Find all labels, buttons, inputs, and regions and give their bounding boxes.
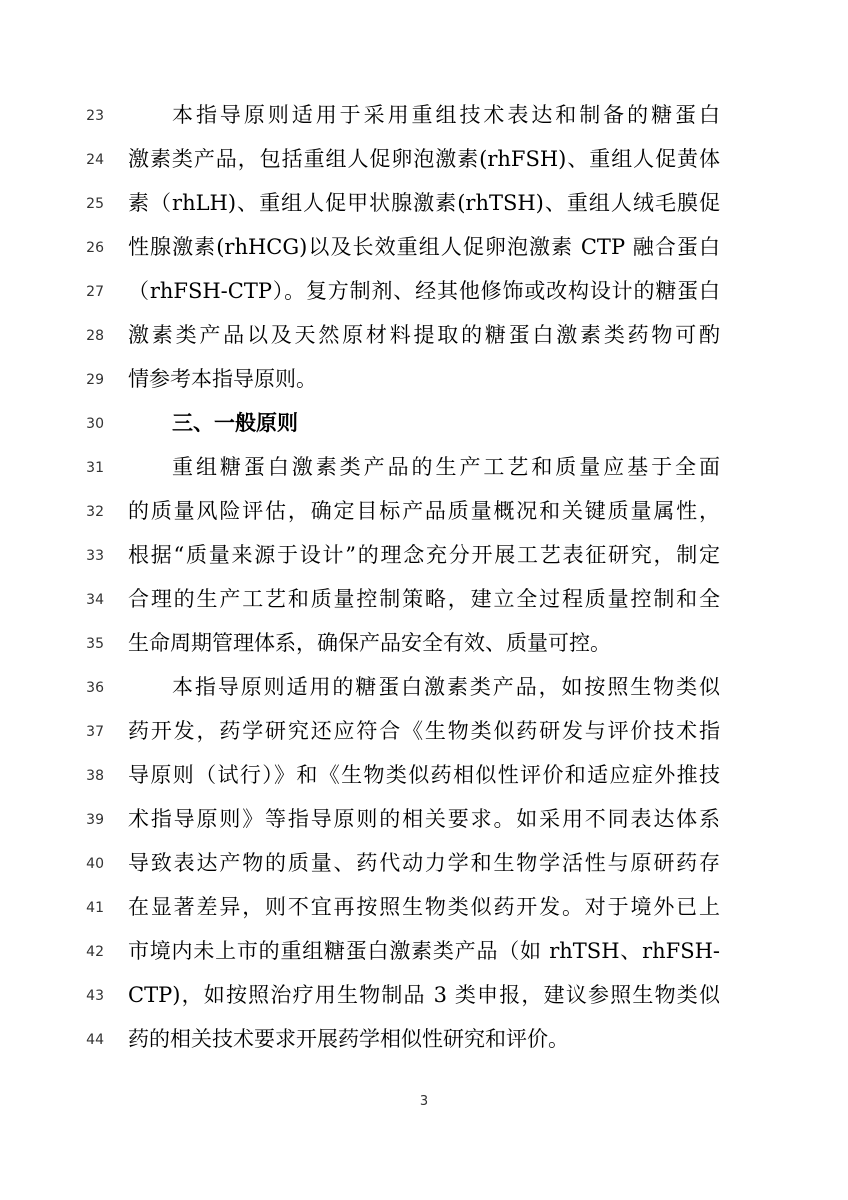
line-text: 生命周期管理体系，确保产品安全有效、质量可控。 bbox=[128, 631, 611, 655]
line-number: 31 bbox=[86, 460, 104, 476]
line-number: 43 bbox=[86, 988, 104, 1004]
text-line-37 bbox=[0, 712, 848, 756]
text-line-36 bbox=[0, 668, 848, 712]
line-text: 本指导原则适用的糖蛋白激素类产品，如按照生物类似 bbox=[172, 675, 720, 699]
line-number: 33 bbox=[86, 548, 104, 564]
line-text: 术指导原则》等指导原则的相关要求。如采用不同表达体系 bbox=[128, 807, 720, 831]
line-text: 合理的生产工艺和质量控制策略，建立全过程质量控制和全 bbox=[128, 587, 720, 611]
text-line-29 bbox=[0, 360, 848, 404]
line-number: 30 bbox=[86, 416, 104, 432]
line-number: 37 bbox=[86, 724, 104, 740]
text-line-26 bbox=[0, 228, 848, 272]
line-text: 重组糖蛋白激素类产品的生产工艺和质量应基于全面 bbox=[172, 455, 720, 479]
text-line-23 bbox=[0, 96, 848, 140]
text-line-24 bbox=[0, 140, 848, 184]
text-line-32 bbox=[0, 492, 848, 536]
line-text: 导原则（试行）》和《生物类似药相似性评价和适应症外推技 bbox=[128, 763, 720, 787]
text-line-33 bbox=[0, 536, 848, 580]
line-number: 24 bbox=[86, 152, 104, 168]
line-text: 根据“质量来源于设计”的理念充分开展工艺表征研究，制定 bbox=[128, 543, 720, 567]
text-line-42 bbox=[0, 932, 848, 976]
line-text: 导致表达产物的质量、药代动力学和生物学活性与原研药存 bbox=[128, 851, 720, 875]
line-text: CTP)，如按照治疗用生物制品 3 类申报，建议参照生物类似 bbox=[128, 983, 720, 1007]
line-number: 38 bbox=[86, 768, 104, 784]
line-text: 在显著差异，则不宜再按照生物类似药开发。对于境外已上 bbox=[128, 895, 720, 919]
line-number: 32 bbox=[86, 504, 104, 520]
text-line-25 bbox=[0, 184, 848, 228]
line-number: 29 bbox=[86, 372, 104, 388]
text-line-31 bbox=[0, 448, 848, 492]
line-number: 27 bbox=[86, 284, 104, 300]
text-line-35 bbox=[0, 624, 848, 668]
text-line-39 bbox=[0, 800, 848, 844]
line-number: 36 bbox=[86, 680, 104, 696]
line-number: 44 bbox=[86, 1032, 104, 1048]
line-text: 情参考本指导原则。 bbox=[128, 367, 317, 391]
text-line-38 bbox=[0, 756, 848, 800]
line-number: 23 bbox=[86, 108, 104, 124]
line-text: 的质量风险评估，确定目标产品质量概况和关键质量属性， bbox=[128, 499, 720, 523]
line-number: 35 bbox=[86, 636, 104, 652]
page-number: 3 bbox=[419, 1094, 429, 1109]
line-text: （rhFSH-CTP）。复方制剂、经其他修饰或改构设计的糖蛋白 bbox=[128, 279, 720, 303]
line-text: 素（rhLH)、重组人促甲状腺激素(rhTSH)、重组人绒毛膜促 bbox=[128, 191, 720, 215]
text-line-27 bbox=[0, 272, 848, 316]
line-number: 41 bbox=[86, 900, 104, 916]
section-heading: 三、一般原则 bbox=[172, 411, 298, 435]
line-text: 性腺激素(rhHCG)以及长效重组人促卵泡激素 CTP 融合蛋白 bbox=[128, 235, 720, 259]
line-text: 本指导原则适用于采用重组技术表达和制备的糖蛋白 bbox=[172, 103, 720, 127]
text-line-28 bbox=[0, 316, 848, 360]
line-number: 25 bbox=[86, 196, 104, 212]
line-number: 39 bbox=[86, 812, 104, 828]
line-number: 42 bbox=[86, 944, 104, 960]
line-number: 34 bbox=[86, 592, 104, 608]
text-line-34 bbox=[0, 580, 848, 624]
line-text: 激素类产品，包括重组人促卵泡激素(rhFSH)、重组人促黄体 bbox=[128, 147, 720, 171]
line-text: 药的相关技术要求开展药学相似性研究和评价。 bbox=[128, 1027, 569, 1051]
text-line-44 bbox=[0, 1020, 848, 1064]
line-text: 激素类产品以及天然原材料提取的糖蛋白激素类药物可酌 bbox=[128, 323, 720, 347]
text-line-43 bbox=[0, 976, 848, 1020]
text-line-30 bbox=[0, 404, 848, 448]
text-line-40 bbox=[0, 844, 848, 888]
line-number: 40 bbox=[86, 856, 104, 872]
text-line-41 bbox=[0, 888, 848, 932]
line-text: 药开发，药学研究还应符合《生物类似药研发与评价技术指 bbox=[128, 719, 720, 743]
line-text: 市境内未上市的重组糖蛋白激素类产品（如 rhTSH、rhFSH- bbox=[128, 939, 720, 963]
line-number: 26 bbox=[86, 240, 104, 256]
line-number: 28 bbox=[86, 328, 104, 344]
